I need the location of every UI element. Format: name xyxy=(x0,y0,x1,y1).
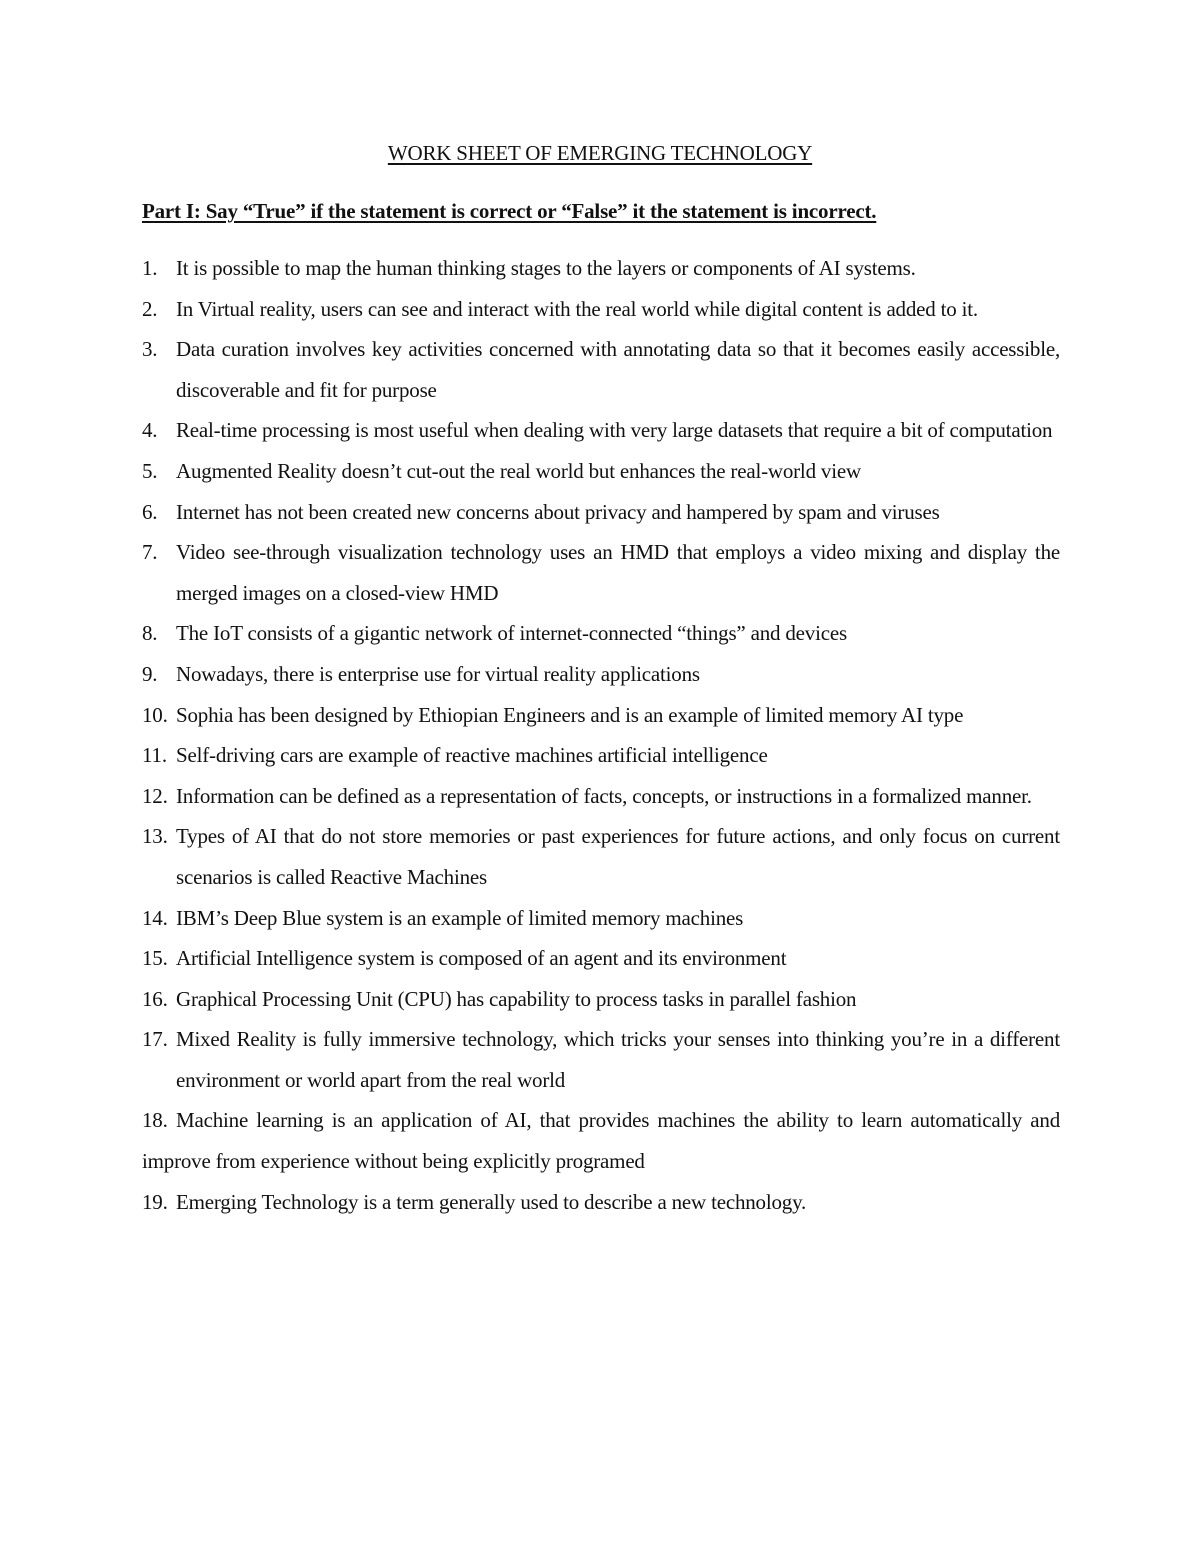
question-item xyxy=(142,735,1060,776)
question-text: In Virtual reality, users can see and interact with the real world while digital content is added to it. xyxy=(176,296,978,321)
question-text: Machine learning is an application of AI, that provides machines the ability to learn automatically and improve from experience without being explicitly programed xyxy=(142,1108,1060,1174)
question-item xyxy=(142,329,1060,410)
question-text: Self-driving cars are example of reactive machines artificial intelligence xyxy=(176,743,768,768)
question-item xyxy=(142,289,1060,330)
question-number: 18. xyxy=(142,1108,168,1133)
question-item xyxy=(142,1182,1060,1223)
question-item xyxy=(142,1019,1060,1100)
question-number: 10. xyxy=(142,702,168,727)
question-number: 8. xyxy=(142,621,158,646)
question-text: Nowadays, there is enterprise use for virtual reality applications xyxy=(176,661,700,686)
question-number: 11. xyxy=(142,743,167,768)
question-text: It is possible to map the human thinking stages to the layers or components of AI systems. xyxy=(176,256,916,280)
question-number: 14. xyxy=(142,905,168,930)
question-number: 3. xyxy=(142,337,158,362)
question-number: 13. xyxy=(142,824,168,849)
question-number: 7. xyxy=(142,540,158,565)
question-number: 19. xyxy=(142,1189,168,1214)
worksheet-title: WORK SHEET OF EMERGING TECHNOLOGY xyxy=(387,141,813,165)
question-item xyxy=(142,979,1060,1020)
question-text: Mixed Reality is fully immersive technology, which tricks your senses into thinking you’re in a different environment or world apart from the real world xyxy=(176,1027,1060,1092)
question-item xyxy=(142,695,1060,736)
question-text: Video see-through visualization technology uses an HMD that employs a video mixing and display the merged images on a closed-view HMD xyxy=(176,540,1060,605)
question-text: Graphical Processing Unit (CPU) has capability to process tasks in parallel fashion xyxy=(176,986,857,1011)
question-item xyxy=(142,248,1060,289)
question-item xyxy=(142,816,1060,897)
question-number: 16. xyxy=(142,986,168,1011)
question-item xyxy=(142,410,1060,451)
question-item xyxy=(142,1100,1060,1181)
question-text: Real-time processing is most useful when dealing with very large datasets that require a bit of computation xyxy=(176,418,1053,443)
question-text: The IoT consists of a gigantic network of internet-connected “things” and devices xyxy=(176,621,847,646)
question-item xyxy=(142,938,1060,979)
question-text: Emerging Technology is a term generally used to describe a new technology. xyxy=(176,1189,807,1214)
question-item xyxy=(142,532,1060,613)
question-number: 4. xyxy=(142,418,158,443)
question-number: 9. xyxy=(142,661,158,686)
question-number: 2. xyxy=(142,296,158,321)
question-text: Augmented Reality doesn’t cut-out the real world but enhances the real-world view xyxy=(176,458,861,483)
question-item xyxy=(142,613,1060,654)
question-number: 15. xyxy=(142,946,168,971)
question-number: 5. xyxy=(142,458,158,483)
question-item xyxy=(142,492,1060,533)
question-text: Data curation involves key activities concerned with annotating data so that it becomes easily accessible, discoverable and fit for purpose xyxy=(176,337,1060,402)
question-item xyxy=(142,898,1060,939)
question-number: 12. xyxy=(142,783,168,808)
question-number: 1. xyxy=(142,256,158,280)
question-number: 17. xyxy=(142,1027,168,1052)
question-text: Types of AI that do not store memories or past experiences for future actions, and only focus on current scenarios is called Reactive Machines xyxy=(176,824,1060,889)
question-text: IBM’s Deep Blue system is an example of limited memory machines xyxy=(176,905,744,930)
question-item xyxy=(142,451,1060,492)
question-text: Internet has not been created new concerns about privacy and hampered by spam and viruses xyxy=(176,499,940,524)
question-text: Information can be defined as a representation of facts, concepts, or instructions in a formalized manner. xyxy=(176,783,1032,808)
part-one-instructions: Part I: Say “True” if the statement is correct or “False” it the statement is incorrect. xyxy=(142,199,877,223)
question-item xyxy=(142,776,1060,817)
question-text: Sophia has been designed by Ethiopian Engineers and is an example of limited memory AI type xyxy=(176,702,964,727)
question-list xyxy=(142,248,1060,1222)
question-number: 6. xyxy=(142,499,158,524)
question-text: Artificial Intelligence system is composed of an agent and its environment xyxy=(176,946,787,971)
question-item xyxy=(142,654,1060,695)
